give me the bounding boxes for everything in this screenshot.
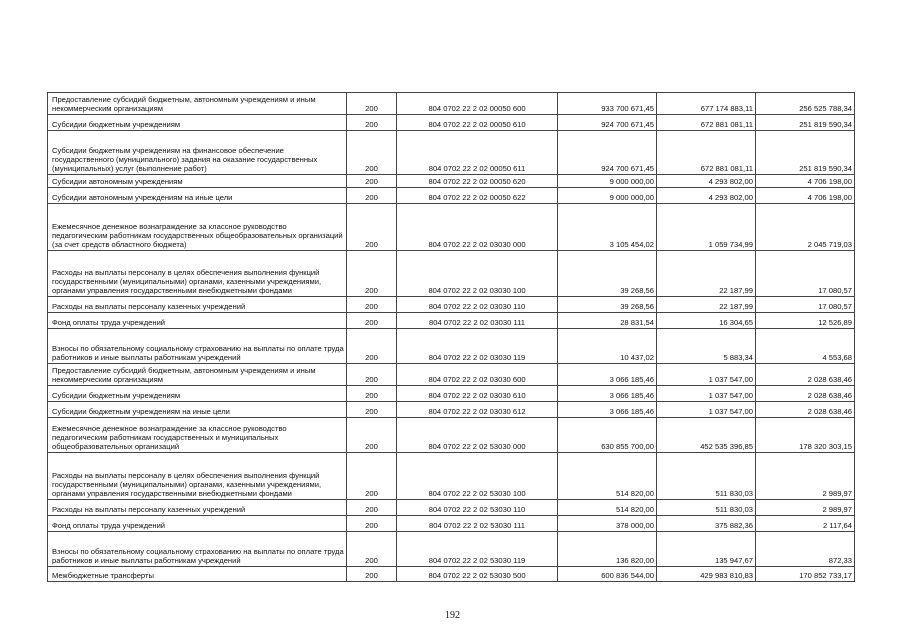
row-name: Расходы на выплаты персоналу казенных учреждений [48, 500, 347, 516]
row-line-code: 200 [347, 313, 397, 329]
row-line-code: 200 [347, 93, 397, 115]
row-budget-classification-code: 804 0702 22 2 02 00050 620 [397, 175, 558, 188]
row-name: Субсидии бюджетным учреждениям [48, 386, 347, 402]
table-row [48, 364, 855, 386]
row-executed-amount: 672 881 081,11 [657, 131, 756, 175]
row-budget-classification-code: 804 0702 22 2 02 53030 000 [397, 418, 558, 453]
row-line-code: 200 [347, 115, 397, 131]
row-name: Расходы на выплаты персоналу в целях обеспечения выполнения функций государственными (муниципальными) органами, казенными учреждениями, органами управления государственными внебюджетными фондами [48, 453, 347, 500]
row-executed-amount: 22 187,99 [657, 297, 756, 313]
row-executed-amount: 677 174 883,11 [657, 93, 756, 115]
row-budget-classification-code: 804 0702 22 2 02 03030 612 [397, 402, 558, 418]
row-unexecuted-amount: 2 028 638,46 [756, 402, 855, 418]
row-unexecuted-amount: 17 080,57 [756, 297, 855, 313]
table-row [48, 204, 855, 251]
row-approved-amount: 3 066 185,46 [558, 364, 657, 386]
row-budget-classification-code: 804 0702 22 2 02 03030 119 [397, 329, 558, 364]
row-name: Фонд оплаты труда учреждений [48, 313, 347, 329]
row-unexecuted-amount: 2 989,97 [756, 453, 855, 500]
row-executed-amount: 375 882,36 [657, 516, 756, 532]
table-row [48, 532, 855, 567]
row-unexecuted-amount: 12 526,89 [756, 313, 855, 329]
row-approved-amount: 3 066 185,46 [558, 386, 657, 402]
row-budget-classification-code: 804 0702 22 2 02 03030 110 [397, 297, 558, 313]
table-body [48, 93, 855, 582]
row-executed-amount: 135 947,67 [657, 532, 756, 567]
row-approved-amount: 39 268,56 [558, 297, 657, 313]
row-line-code: 200 [347, 204, 397, 251]
budget-execution-table [47, 92, 855, 582]
row-budget-classification-code: 804 0702 22 2 02 00050 622 [397, 188, 558, 204]
row-executed-amount: 5 883,34 [657, 329, 756, 364]
row-approved-amount: 378 000,00 [558, 516, 657, 532]
row-approved-amount: 39 268,56 [558, 251, 657, 297]
row-budget-classification-code: 804 0702 22 2 02 53030 500 [397, 567, 558, 582]
table-row [48, 453, 855, 500]
row-unexecuted-amount: 4 706 198,00 [756, 188, 855, 204]
row-budget-classification-code: 804 0702 22 2 02 00050 600 [397, 93, 558, 115]
row-approved-amount: 10 437,02 [558, 329, 657, 364]
row-name: Расходы на выплаты персоналу в целях обеспечения выполнения функций государственными (муниципальными) органами, казенными учреждениями, органами управления государственными внебюджетными фондами [48, 251, 347, 297]
row-budget-classification-code: 804 0702 22 2 02 00050 610 [397, 115, 558, 131]
table-row [48, 297, 855, 313]
row-budget-classification-code: 804 0702 22 2 02 03030 100 [397, 251, 558, 297]
row-line-code: 200 [347, 516, 397, 532]
row-executed-amount: 16 304,65 [657, 313, 756, 329]
row-line-code: 200 [347, 386, 397, 402]
table-row [48, 115, 855, 131]
row-line-code: 200 [347, 453, 397, 500]
row-unexecuted-amount: 2 028 638,46 [756, 364, 855, 386]
table-row [48, 418, 855, 453]
row-approved-amount: 3 105 454,02 [558, 204, 657, 251]
row-name: Предоставление субсидий бюджетным, автономным учреждениям и иным некоммерческим организациям [48, 364, 347, 386]
row-executed-amount: 4 293 802,00 [657, 175, 756, 188]
row-unexecuted-amount: 251 819 590,34 [756, 115, 855, 131]
row-approved-amount: 9 000 000,00 [558, 188, 657, 204]
table-row [48, 516, 855, 532]
row-name: Субсидии автономным учреждениям на иные цели [48, 188, 347, 204]
row-line-code: 200 [347, 329, 397, 364]
row-line-code: 200 [347, 175, 397, 188]
row-approved-amount: 630 855 700,00 [558, 418, 657, 453]
row-name: Предоставление субсидий бюджетным, автономным учреждениям и иным некоммерческим организациям [48, 93, 347, 115]
row-unexecuted-amount: 2 045 719,03 [756, 204, 855, 251]
row-unexecuted-amount: 4 706 198,00 [756, 175, 855, 188]
row-name: Фонд оплаты труда учреждений [48, 516, 347, 532]
row-executed-amount: 511 830,03 [657, 500, 756, 516]
row-approved-amount: 514 820,00 [558, 453, 657, 500]
table-row [48, 251, 855, 297]
row-line-code: 200 [347, 364, 397, 386]
row-budget-classification-code: 804 0702 22 2 02 53030 110 [397, 500, 558, 516]
row-budget-classification-code: 804 0702 22 2 02 03030 600 [397, 364, 558, 386]
row-executed-amount: 22 187,99 [657, 251, 756, 297]
row-approved-amount: 3 066 185,46 [558, 402, 657, 418]
row-executed-amount: 511 830,03 [657, 453, 756, 500]
row-name: Взносы по обязательному социальному страхованию на выплаты по оплате труда работников и иные выплаты работникам учреждений [48, 329, 347, 364]
table-row [48, 402, 855, 418]
row-approved-amount: 136 820,00 [558, 532, 657, 567]
row-unexecuted-amount: 2 028 638,46 [756, 386, 855, 402]
row-unexecuted-amount: 872,33 [756, 532, 855, 567]
row-approved-amount: 924 700 671,45 [558, 131, 657, 175]
row-approved-amount: 600 836 544,00 [558, 567, 657, 582]
row-name: Субсидии бюджетным учреждениям на иные цели [48, 402, 347, 418]
row-budget-classification-code: 804 0702 22 2 02 53030 111 [397, 516, 558, 532]
row-budget-classification-code: 804 0702 22 2 02 03030 000 [397, 204, 558, 251]
row-line-code: 200 [347, 251, 397, 297]
row-line-code: 200 [347, 131, 397, 175]
row-line-code: 200 [347, 532, 397, 567]
row-executed-amount: 1 037 547,00 [657, 402, 756, 418]
row-budget-classification-code: 804 0702 22 2 02 53030 119 [397, 532, 558, 567]
row-budget-classification-code: 804 0702 22 2 02 00050 611 [397, 131, 558, 175]
table-row [48, 500, 855, 516]
row-name: Расходы на выплаты персоналу казенных учреждений [48, 297, 347, 313]
table-row [48, 313, 855, 329]
row-unexecuted-amount: 17 080,57 [756, 251, 855, 297]
row-unexecuted-amount: 251 819 590,34 [756, 131, 855, 175]
row-budget-classification-code: 804 0702 22 2 02 03030 610 [397, 386, 558, 402]
row-executed-amount: 452 535 396,85 [657, 418, 756, 453]
row-unexecuted-amount: 256 525 788,34 [756, 93, 855, 115]
row-approved-amount: 28 831,54 [558, 313, 657, 329]
row-name: Взносы по обязательному социальному страхованию на выплаты по оплате труда работников и иные выплаты работникам учреждений [48, 532, 347, 567]
row-executed-amount: 429 983 810,83 [657, 567, 756, 582]
row-name: Ежемесячное денежное вознаграждение за классное руководство педагогическим работникам государственных и муниципальных общеобразовательных организаций [48, 418, 347, 453]
row-approved-amount: 933 700 671,45 [558, 93, 657, 115]
row-name: Межбюджетные трансферты [48, 567, 347, 582]
row-line-code: 200 [347, 500, 397, 516]
row-budget-classification-code: 804 0702 22 2 02 03030 111 [397, 313, 558, 329]
row-line-code: 200 [347, 297, 397, 313]
table-row [48, 188, 855, 204]
row-executed-amount: 1 037 547,00 [657, 364, 756, 386]
row-line-code: 200 [347, 402, 397, 418]
row-approved-amount: 924 700 671,45 [558, 115, 657, 131]
table-row [48, 386, 855, 402]
table-row [48, 131, 855, 175]
row-name: Субсидии автономным учреждениям [48, 175, 347, 188]
row-line-code: 200 [347, 567, 397, 582]
row-executed-amount: 1 037 547,00 [657, 386, 756, 402]
row-line-code: 200 [347, 418, 397, 453]
row-line-code: 200 [347, 188, 397, 204]
row-budget-classification-code: 804 0702 22 2 02 53030 100 [397, 453, 558, 500]
row-approved-amount: 9 000 000,00 [558, 175, 657, 188]
page-number: 192 [445, 610, 460, 621]
row-unexecuted-amount: 2 117,64 [756, 516, 855, 532]
row-approved-amount: 514 820,00 [558, 500, 657, 516]
table-row [48, 329, 855, 364]
row-unexecuted-amount: 2 989,97 [756, 500, 855, 516]
row-unexecuted-amount: 170 852 733,17 [756, 567, 855, 582]
table-row [48, 175, 855, 188]
row-executed-amount: 672 881 081,11 [657, 115, 756, 131]
row-name: Субсидии бюджетным учреждениям [48, 115, 347, 131]
row-executed-amount: 1 059 734,99 [657, 204, 756, 251]
row-unexecuted-amount: 4 553,68 [756, 329, 855, 364]
row-name: Субсидии бюджетным учреждениям на финансовое обеспечение государственного (муниципального) задания на оказание государственных (муниципальных) услуг (выполнение работ) [48, 131, 347, 175]
row-name: Ежемесячное денежное вознаграждение за классное руководство педагогическим работникам государственных общеобразовательных организаций (за счет средств областного бюджета) [48, 204, 347, 251]
table-row [48, 93, 855, 115]
row-executed-amount: 4 293 802,00 [657, 188, 756, 204]
row-unexecuted-amount: 178 320 303,15 [756, 418, 855, 453]
table-row [48, 567, 855, 582]
